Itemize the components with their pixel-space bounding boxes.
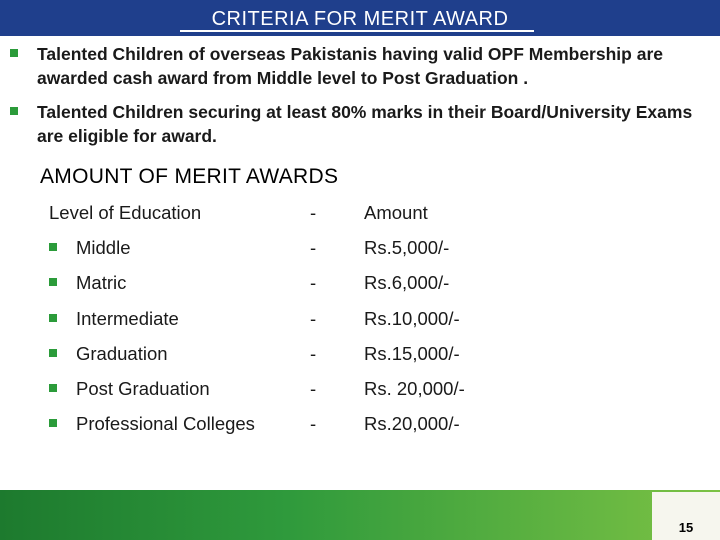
square-bullet-icon [49, 243, 57, 251]
award-amount: Rs.10,000/- [364, 308, 460, 329]
table-row [0, 372, 720, 407]
education-level: Intermediate [76, 308, 179, 329]
award-amount: Rs.15,000/- [364, 343, 460, 364]
table-row [0, 337, 720, 372]
title-underline [180, 30, 534, 32]
footer-bar [0, 490, 720, 540]
table-row [0, 407, 720, 442]
column-header-level: Level of Education [49, 202, 202, 223]
row-separator: - [310, 378, 317, 399]
row-separator: - [310, 343, 317, 364]
table-row [0, 266, 720, 301]
education-level: Post Graduation [76, 378, 210, 399]
award-amount: Rs.20,000/- [364, 413, 460, 434]
square-bullet-icon [10, 107, 18, 115]
education-level: Graduation [76, 343, 168, 364]
award-amount: Rs.6,000/- [364, 272, 450, 293]
education-level: Professional Colleges [76, 413, 255, 434]
square-bullet-icon [10, 49, 18, 57]
table-header-row [0, 196, 720, 231]
criteria-bullet-1 [0, 42, 720, 92]
awards-heading: AMOUNT OF MERIT AWARDS [40, 165, 339, 188]
education-level: Matric [76, 272, 127, 293]
table-row [0, 231, 720, 266]
square-bullet-icon [49, 419, 57, 427]
square-bullet-icon [49, 314, 57, 322]
criteria-bullet-2 [0, 100, 720, 150]
square-bullet-icon [49, 278, 57, 286]
column-header-separator: - [310, 202, 317, 223]
award-amount: Rs. 20,000/- [364, 378, 465, 399]
row-separator: - [310, 413, 317, 434]
bullet-text: Talented Children of overseas Pakistanis having valid OPF Membership are awarded cash award from Middle level to Post Graduation . [37, 44, 663, 88]
row-separator: - [310, 272, 317, 293]
square-bullet-icon [49, 349, 57, 357]
column-header-amount: Amount [364, 202, 428, 223]
bullet-text: Talented Children securing at least 80% marks in their Board/University Exams are eligible for award. [37, 102, 693, 146]
row-separator: - [310, 237, 317, 258]
square-bullet-icon [49, 384, 57, 392]
slide-title: CRITERIA FOR MERIT AWARD [211, 8, 509, 30]
education-level: Middle [76, 237, 131, 258]
row-separator: - [310, 308, 317, 329]
page-number: 15 [678, 520, 694, 535]
award-amount: Rs.5,000/- [364, 237, 450, 258]
table-row [0, 302, 720, 337]
